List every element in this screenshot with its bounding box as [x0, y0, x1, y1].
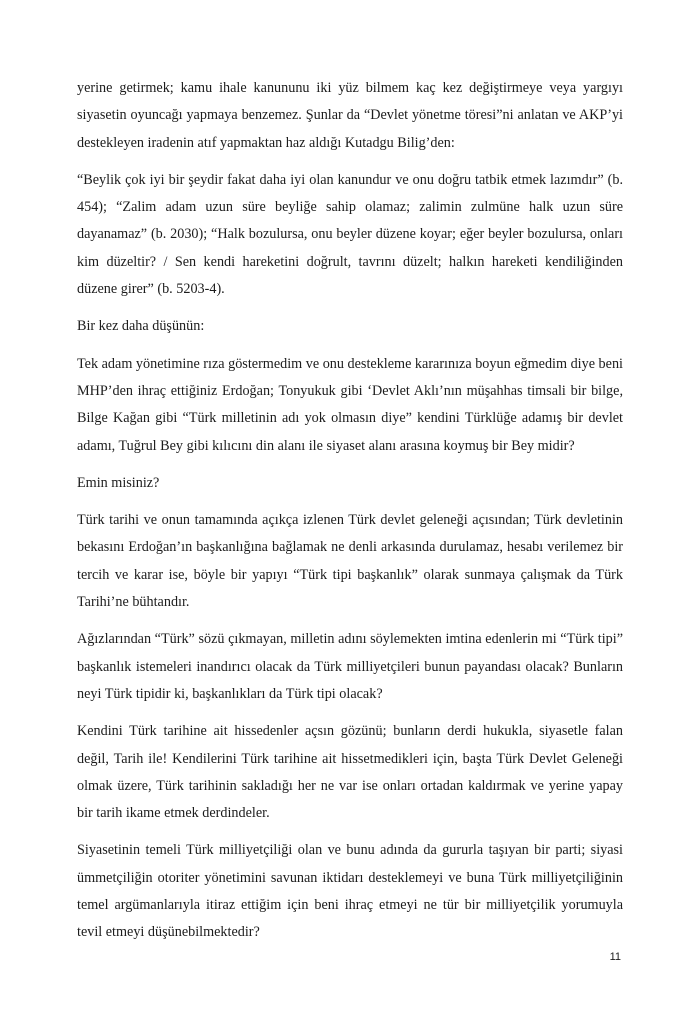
paragraph: “Beylik çok iyi bir şeydir fakat daha iyi olan kanundur ve onu doğru tatbik etmek lazımdır” (b. 454); “Zalim adam uzun süre beyliğe sahip olamaz; zalimin zulmüne halk uzun süre dayanamaz” (b. 2030); “Halk bozulursa, onu beyler düzene koyar; eğer beyler bozulursa, onları kim düzeltir? / Sen kendi hareketini doğrult, tavrını düzelt; halkın hareketi kendiliğinden düzene girer” (b. 5203-4). — [77, 171, 623, 298]
paragraph: Kendini Türk tarihine ait hissedenler açsın gözünü; bunların derdi hukukla, siyasetle falan değil, Tarih ile! Kendilerini Türk tarihine ait hissetmedikleri için, başta Türk Devlet Geleneği olmak üzere, Türk tarihinin sakladığı her ne var ise onları ortadan kaldırmak ve yerine yapay bir tarih ikame etmek derdindeler. — [77, 723, 623, 822]
paragraph: Tek adam yönetimine rıza göstermedim ve onu destekleme kararınıza boyun eğmedim diye beni MHP’den ihraç ettiğiniz Erdoğan; Tonyukuk gibi ‘Devlet Aklı’nın müşahhas timsali bir bilge, Bilge Kağan gibi “Türk milletinin adı yok olmasın diye” kendini Türklüğe adamış bir devlet adamı, Tuğrul Bey gibi kılıcını din alanı ile siyaset alanı arasına koymuş bir Bey midir? — [77, 355, 623, 454]
paragraph: Bir kez daha düşünün: — [77, 318, 205, 335]
paragraph: Emin misiniz? — [77, 474, 160, 491]
paragraph: yerine getirmek; kamu ihale kanununu iki yüz bilmem kaç kez değiştirmeye veya yargıyı siyasetin oyuncağı yapmaya benzemez. Şunlar da “Devlet yönetme töresi”ni anlatan ve AKP’yi destekleyen iradenin atıf yapmaktan haz aldığı Kutadgu Bilig’den: — [77, 80, 623, 151]
page-number: 11 — [609, 951, 621, 963]
paragraph: Ağızlarından “Türk” sözü çıkmayan, milletin adını söylemekten imtina edenlerin mi “Türk tipi” başkanlık istemeleri inandırıcı olacak da Türk milliyetçileri bunun payandası olacak? Bunların neyi Türk tipidir ki, başkanlıkları da Türk tipi olacak? — [77, 631, 623, 702]
paragraph: Siyasetinin temeli Türk milliyetçiliği olan ve bunu adında da gururla taşıyan bir parti; siyasi ümmetçiliğin otoriter yönetimini savunan iktidarı desteklemeyi ve buna Türk milliyetçiliğinin temel argümanlarıyla itiraz ettiğim için beni ihraç etmeyi ne tür bir milliyetçilik yorumuyla tevil etmeyi düşünebilmektedir? — [77, 842, 623, 941]
paragraph: Türk tarihi ve onun tamamında açıkça izlenen Türk devlet geleneği açısından; Türk devletinin bekasını Erdoğan’ın başkanlığına bağlamak ne denli arkasında durulamaz, hesabı verilemez bir tercih ve karar ise, böyle bir yapıyı “Türk tipi başkanlık” olarak sunmaya çalışmak da Türk Tarihi’ne bühtandır. — [77, 512, 623, 611]
page-body — [77, 75, 623, 957]
